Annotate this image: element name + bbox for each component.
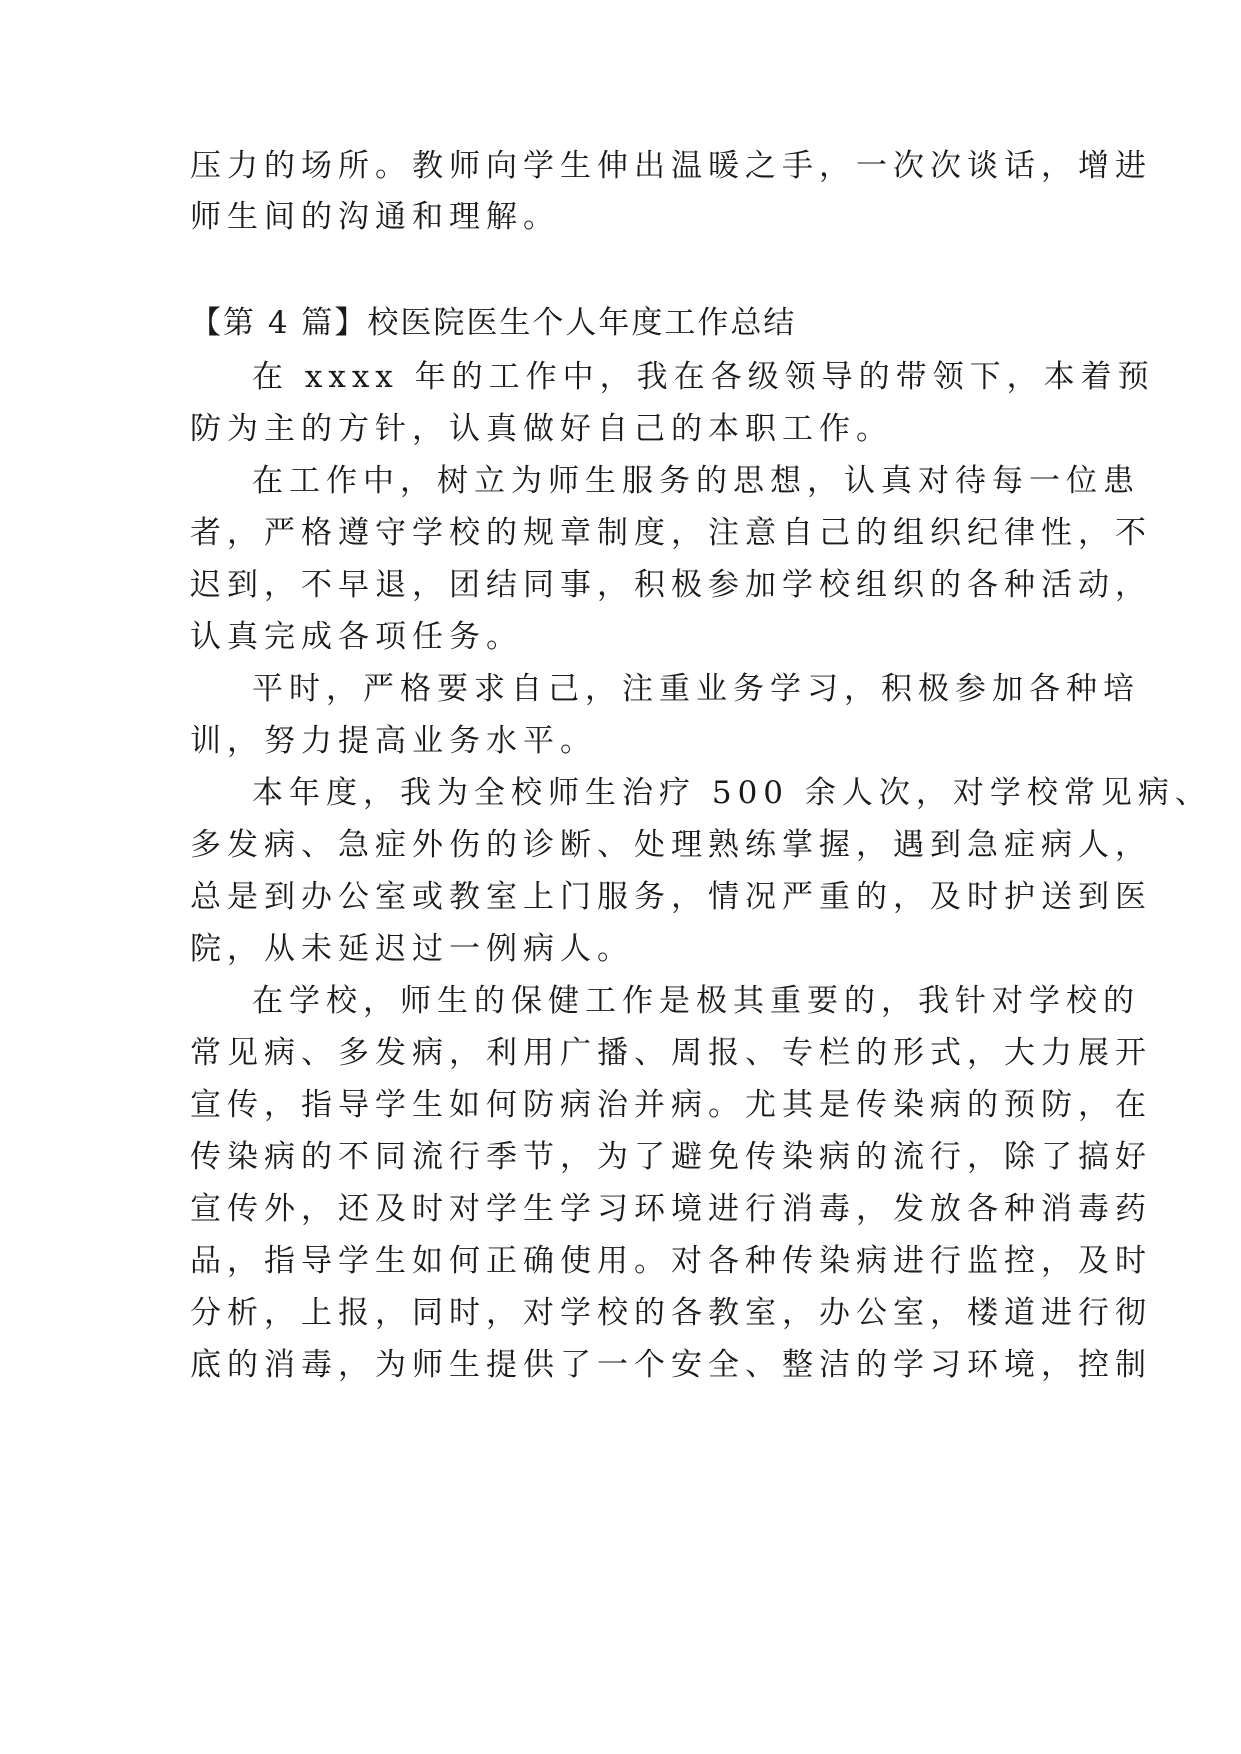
text-line: 底的消毒，为师生提供了一个安全、整洁的学习环境，控制 — [190, 1347, 1152, 1383]
text-line: 传染病的不同流行季节，为了避免传染病的流行，除了搞好 — [190, 1139, 1152, 1175]
text-line: 多发病、急症外伤的诊断、处理熟练掌握，遇到急症病人， — [190, 827, 1152, 863]
text-line: 认真完成各项任务。 — [190, 619, 523, 655]
text-line: 防为主的方针，认真做好自己的本职工作。 — [190, 411, 893, 447]
text-line: 迟到，不早退，团结同事，积极参加学校组织的各种活动， — [190, 567, 1152, 603]
text-line: 本年度，我为全校师生治疗 500 余人次，对学校常见病、 — [252, 775, 1212, 811]
text-line: 平时，严格要求自己，注重业务学习，积极参加各种培 — [252, 671, 1140, 707]
text-line: 在 xxxx 年的工作中，我在各级领导的带领下，本着预 — [252, 359, 1155, 395]
text-line: 训，努力提高业务水平。 — [190, 723, 597, 759]
section-title: 【第 4 篇】校医院医生个人年度工作总结 — [190, 305, 797, 341]
text-line: 者，严格遵守学校的规章制度，注意自己的组织纪律性，不 — [190, 515, 1152, 551]
text-line: 压力的场所。教师向学生伸出温暖之手，一次次谈话，增进 — [190, 148, 1152, 184]
text-line: 在工作中，树立为师生服务的思想，认真对待每一位患 — [252, 463, 1140, 499]
document-page — [190, 0, 1212, 1754]
text-line: 总是到办公室或教室上门服务，情况严重的，及时护送到医 — [190, 879, 1152, 915]
text-line: 分析，上报，同时，对学校的各教室，办公室，楼道进行彻 — [190, 1295, 1152, 1331]
text-line: 常见病、多发病，利用广播、周报、专栏的形式，大力展开 — [190, 1035, 1152, 1071]
text-line: 院，从未延迟过一例病人。 — [190, 931, 634, 967]
text-line: 宣传外，还及时对学生学习环境进行消毒，发放各种消毒药 — [190, 1191, 1152, 1227]
text-line: 在学校，师生的保健工作是极其重要的，我针对学校的 — [252, 983, 1140, 1019]
text-line: 宣传，指导学生如何防病治并病。尤其是传染病的预防，在 — [190, 1087, 1152, 1123]
text-line: 品，指导学生如何正确使用。对各种传染病进行监控，及时 — [190, 1243, 1152, 1279]
text-line: 师生间的沟通和理解。 — [190, 199, 560, 235]
